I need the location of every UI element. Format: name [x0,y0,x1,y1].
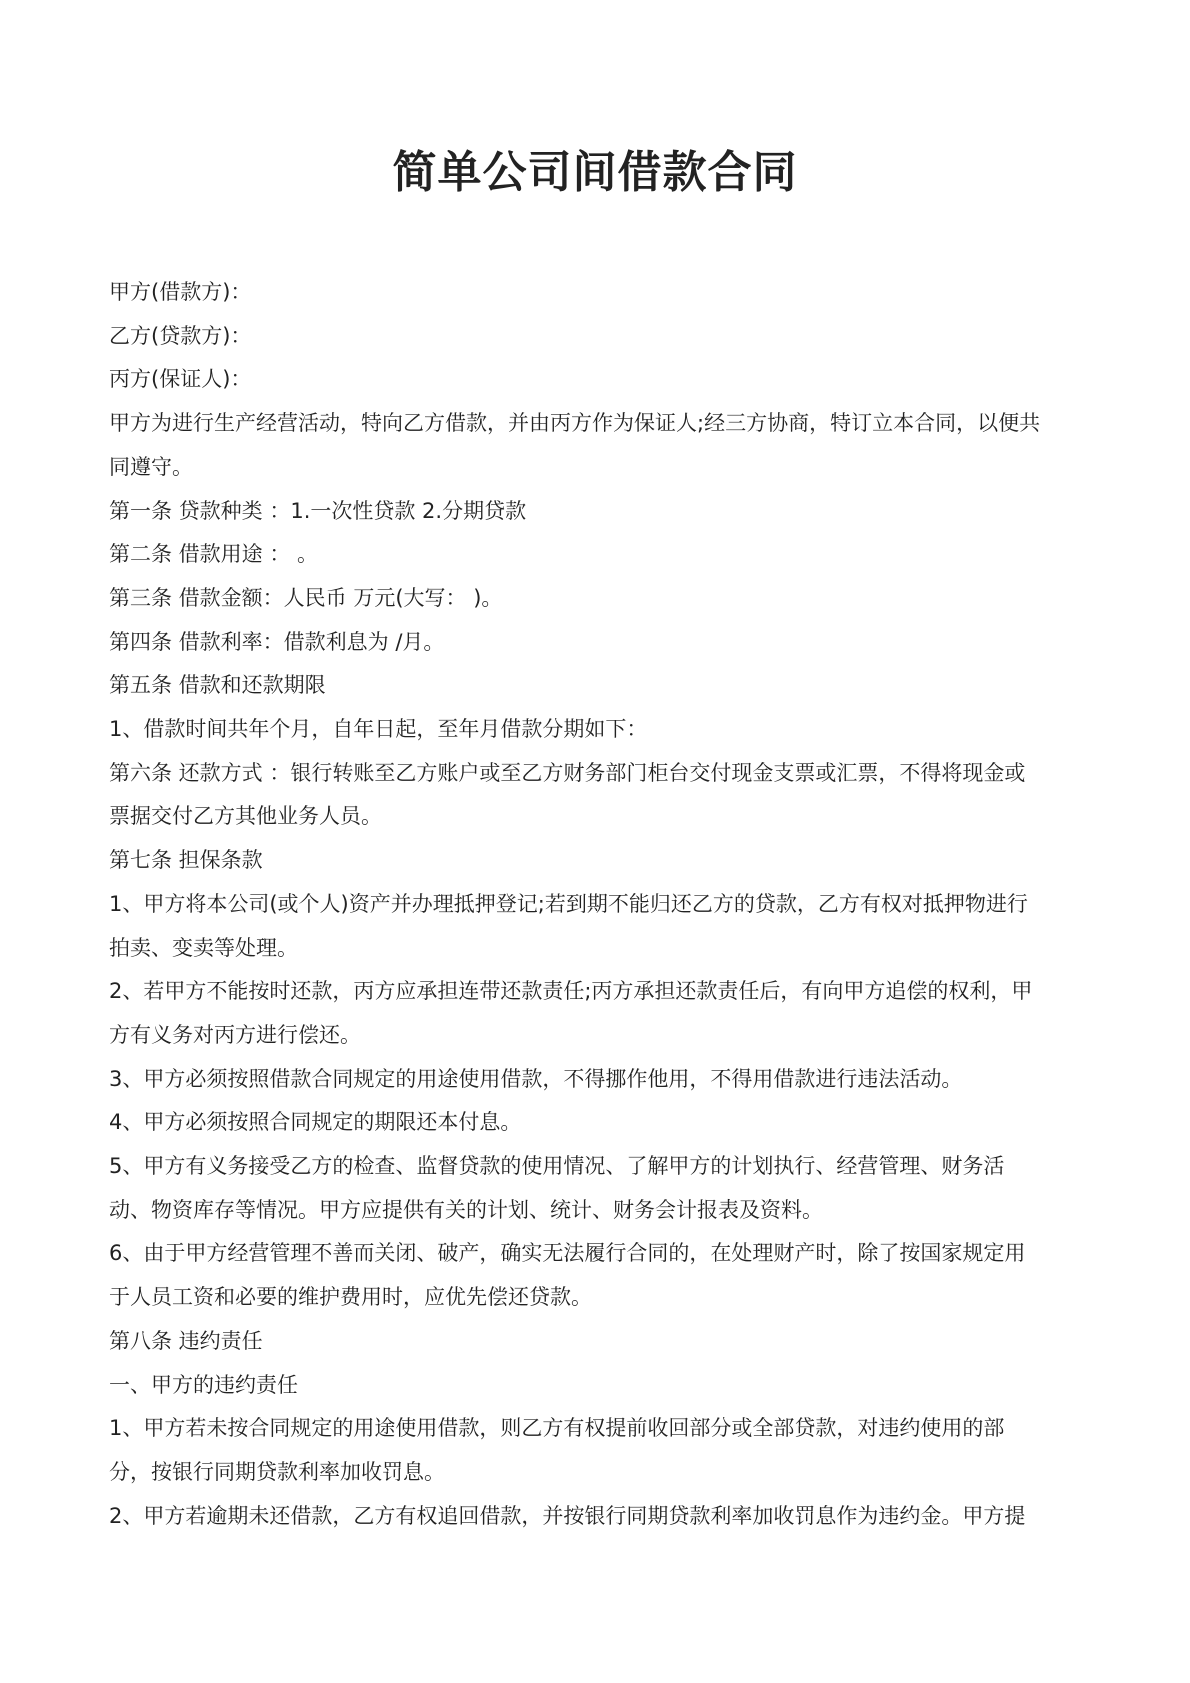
text-line: 第六条 还款方式 ：银行转账至乙方账户或至乙方财务部门柜台交付现金支票或汇票，不得将现金或 [109,760,1026,785]
text-line: 于人员工资和必要的维护费用时，应优先偿还贷款。 [109,1285,592,1310]
text-line: 4、甲方必须按照合同规定的期限还本付息。 [109,1110,522,1135]
text-line: 第三条 借款金额：人民币 万元(大写： )。 [109,585,503,610]
text-line: 甲方为进行生产经营活动，特向乙方借款，并由丙方作为保证人;经三方协商，特订立本合同，以便共 [109,411,1041,436]
text-line: 方有义务对丙方进行偿还。 [109,1022,361,1047]
text-line: 第一条 贷款种类 ：1.一次性贷款 2.分期贷款 [109,498,527,523]
text-line: 2、若甲方不能按时还款，丙方应承担连带还款责任;丙方承担还款责任后，有向甲方追偿的权利，甲 [109,979,1033,1004]
text-line: 动、物资库存等情况。甲方应提供有关的计划、统计、财务会计报表及资料。 [109,1197,823,1222]
document-title: 简单公司间借款合同 [392,147,798,198]
text-line: 丙方(保证人)： [109,367,252,392]
text-line: 第四条 借款利率：借款利息为 /月。 [109,629,445,654]
text-line: 第七条 担保条款 [109,848,263,873]
text-line: 1、借款时间共年个月，自年日起，至年月借款分期如下： [109,717,648,742]
text-line: 3、甲方必须按照借款合同规定的用途使用借款，不得挪作他用，不得用借款进行违法活动。 [109,1066,963,1091]
text-line: 甲方(借款方)： [109,280,252,304]
text-line: 2、甲方若逾期未还借款，乙方有权追回借款，并按银行同期贷款利率加收罚息作为违约金。甲方提 [109,1503,1026,1528]
text-line: 5、甲方有义务接受乙方的检查、监督贷款的使用情况、了解甲方的计划执行、经营管理、财务活 [109,1154,1005,1179]
text-line: 第二条 借款用途 ： 。 [109,542,319,567]
text-line: 同遵守。 [109,454,193,479]
text-line: 1、甲方将本公司(或个人)资产并办理抵押登记;若到期不能归还乙方的贷款，乙方有权对抵押物进行 [109,891,1028,916]
text-line: 一、甲方的违约责任 [109,1372,298,1397]
text-line: 分，按银行同期贷款利率加收罚息。 [109,1459,445,1484]
text-line: 第五条 借款和还款期限 [109,673,326,698]
text-line: 票据交付乙方其他业务人员。 [109,804,382,829]
text-line: 拍卖、变卖等处理。 [109,935,298,960]
text-line: 1、甲方若未按合同规定的用途使用借款，则乙方有权提前收回部分或全部贷款，对违约使用的部 [109,1416,1005,1441]
text-line: 乙方(贷款方)： [109,323,252,348]
text-line: 6、由于甲方经营管理不善而关闭、破产，确实无法履行合同的，在处理财产时，除了按国家规定用 [109,1241,1026,1266]
text-line: 第八条 违约责任 [109,1328,263,1353]
document-body [109,271,1093,1538]
